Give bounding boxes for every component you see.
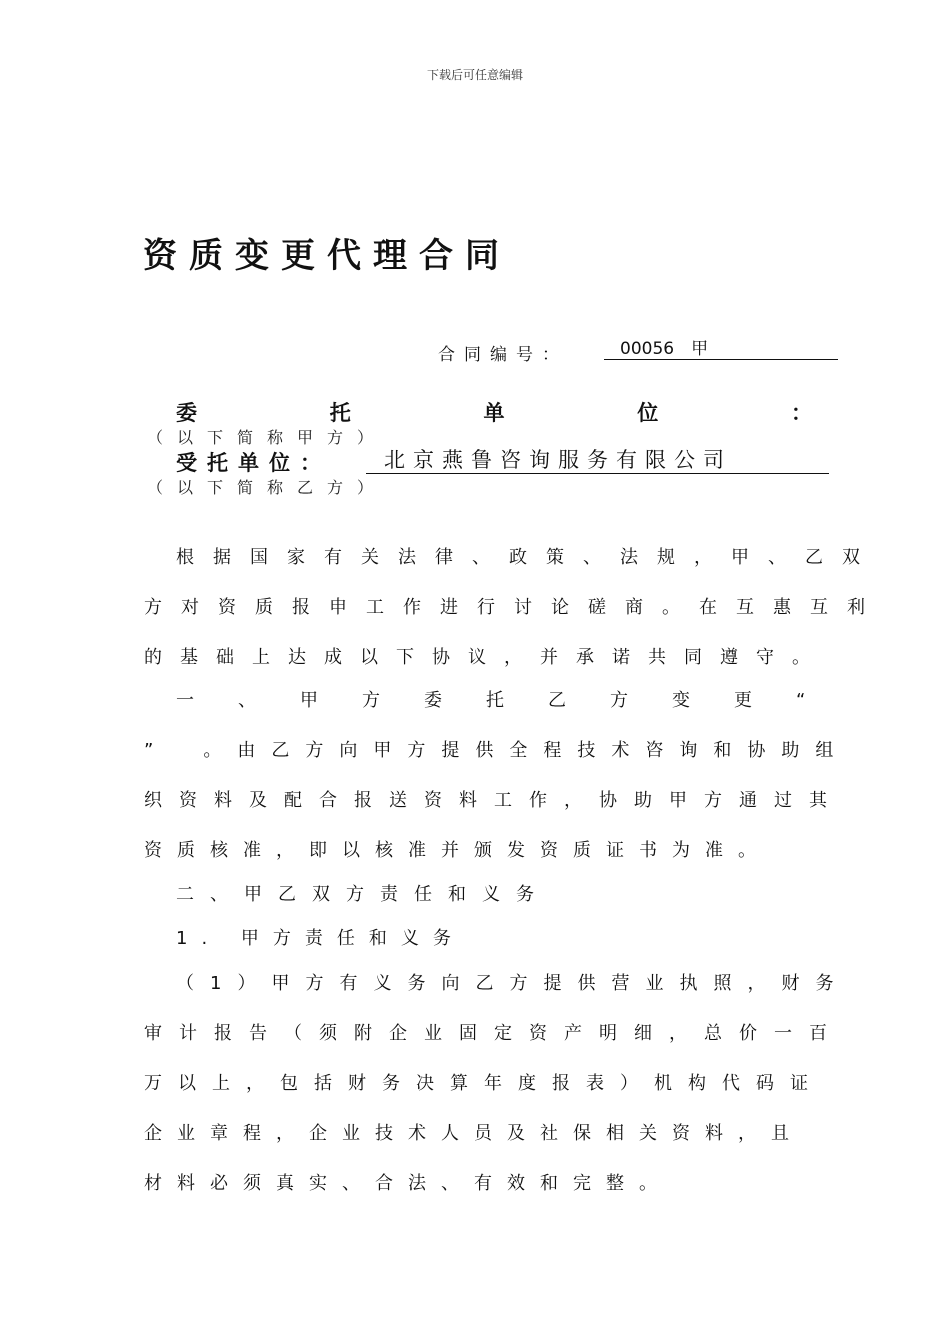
header-note: 下载后可任意编辑 xyxy=(426,68,523,82)
body-line: 一、甲方委托乙方变更“ xyxy=(176,690,850,711)
document-title: 资质变更代理合同 xyxy=(143,236,511,276)
party-b-value: 北京燕鲁咨询服务有限公司 xyxy=(366,447,829,474)
party-a-char: 单 xyxy=(483,401,505,425)
body-line: （1）甲方有义务向乙方提供营业执照，财务 xyxy=(176,973,850,994)
party-a-label xyxy=(176,397,812,427)
body-line: 企业章程，企业技术人员及社保相关资料，且 xyxy=(144,1123,804,1144)
contract-number-label: 合同编号： xyxy=(438,345,568,365)
body-line: 万以上，包括财务决算年度报表）机构代码证 xyxy=(144,1073,824,1094)
body-line: 的基础上达成以下协议，并承诺共同遵守。 xyxy=(144,647,828,668)
party-b-note: （以下简称乙方） xyxy=(147,478,388,497)
body-line: 审计报告（须附企业固定资产明细，总价一百 xyxy=(144,1023,844,1044)
party-a-char: ： xyxy=(791,401,812,425)
body-line: 织资料及配合报送资料工作，协助甲方通过其 xyxy=(144,790,844,811)
contract-number-value: 00056 甲 xyxy=(604,338,838,360)
party-a-char: 托 xyxy=(329,401,351,425)
section-heading: 二、甲乙双方责任和义务 xyxy=(176,884,550,905)
party-a-char: 位 xyxy=(637,401,659,425)
body-line: 材料必须真实、合法、有效和完整。 xyxy=(144,1173,672,1194)
body-line: 根据国家有关法律、政策、法规，甲、乙双 xyxy=(176,547,879,568)
subsection-heading: 1. 甲方责任和义务 xyxy=(176,928,465,949)
body-line: 方对资质报申工作进行讨论磋商。在互惠互利 xyxy=(144,597,884,618)
party-a-char: 委 xyxy=(176,401,197,425)
body-line: 资质核准，即以核准并颁发资质证书为准。 xyxy=(144,840,771,861)
party-b-label: 受托单位： xyxy=(176,451,331,475)
party-a-note: （以下简称甲方） xyxy=(147,428,388,447)
body-line: ” 。由乙方向甲方提供全程技术咨询和协助组 xyxy=(144,740,850,761)
